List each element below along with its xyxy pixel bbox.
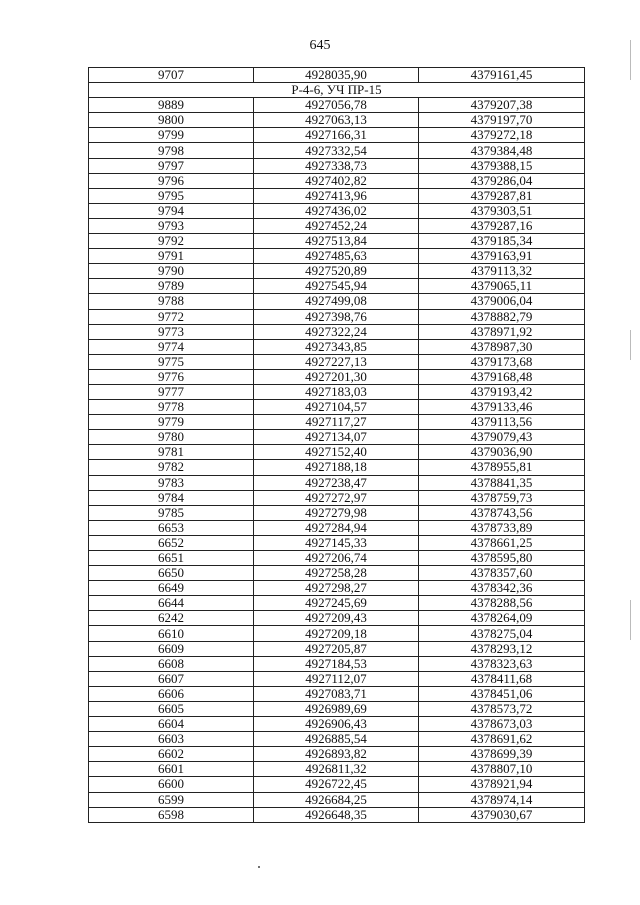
point-number-cell: 9798 <box>89 143 254 158</box>
y-coordinate-cell: 4378264,09 <box>419 611 585 626</box>
table-row <box>89 490 585 505</box>
x-coordinate-cell: 4928035,90 <box>254 68 419 83</box>
point-number-cell: 6604 <box>89 717 254 732</box>
point-number-cell: 6599 <box>89 792 254 807</box>
scan-edge-mark <box>630 600 631 640</box>
y-coordinate-cell: 4378451,06 <box>419 686 585 701</box>
x-coordinate-cell: 4927245,69 <box>254 596 419 611</box>
scan-edge-mark <box>630 40 631 80</box>
table-row <box>89 747 585 762</box>
point-number-cell: 9779 <box>89 415 254 430</box>
x-coordinate-cell: 4927338,73 <box>254 158 419 173</box>
y-coordinate-cell: 4379163,91 <box>419 249 585 264</box>
y-coordinate-cell: 4378955,81 <box>419 460 585 475</box>
table-row <box>89 188 585 203</box>
table-row <box>89 264 585 279</box>
table-row <box>89 339 585 354</box>
x-coordinate-cell: 4927545,94 <box>254 279 419 294</box>
table-row <box>89 581 585 596</box>
point-number-cell: 9790 <box>89 264 254 279</box>
y-coordinate-cell: 4379193,42 <box>419 384 585 399</box>
y-coordinate-cell: 4379030,67 <box>419 807 585 822</box>
page-number: 645 <box>309 38 331 53</box>
point-number-cell: 6601 <box>89 762 254 777</box>
x-coordinate-cell: 4927112,07 <box>254 671 419 686</box>
section-title: Р-4-6, УЧ ПР-15 <box>89 83 585 98</box>
y-coordinate-cell: 4378699,39 <box>419 747 585 762</box>
y-coordinate-cell: 4378974,14 <box>419 792 585 807</box>
table-row <box>89 309 585 324</box>
section-header-row <box>89 83 585 98</box>
point-number-cell: 6652 <box>89 535 254 550</box>
point-number-cell: 9784 <box>89 490 254 505</box>
point-number-cell: 9777 <box>89 384 254 399</box>
y-coordinate-cell: 4378987,30 <box>419 339 585 354</box>
x-coordinate-cell: 4927104,57 <box>254 400 419 415</box>
y-coordinate-cell: 4378841,35 <box>419 475 585 490</box>
table-row <box>89 807 585 822</box>
table-row <box>89 249 585 264</box>
y-coordinate-cell: 4379197,70 <box>419 113 585 128</box>
x-coordinate-cell: 4926684,25 <box>254 792 419 807</box>
point-number-cell: 9780 <box>89 430 254 445</box>
point-number-cell: 6607 <box>89 671 254 686</box>
table-row <box>89 656 585 671</box>
x-coordinate-cell: 4927436,02 <box>254 203 419 218</box>
x-coordinate-cell: 4927284,94 <box>254 520 419 535</box>
point-number-cell: 6608 <box>89 656 254 671</box>
x-coordinate-cell: 4927322,24 <box>254 324 419 339</box>
x-coordinate-cell: 4926811,32 <box>254 762 419 777</box>
point-number-cell: 9776 <box>89 369 254 384</box>
point-number-cell: 9791 <box>89 249 254 264</box>
y-coordinate-cell: 4379133,46 <box>419 400 585 415</box>
coordinates-table <box>88 67 585 823</box>
table-row <box>89 324 585 339</box>
y-coordinate-cell: 4379185,34 <box>419 234 585 249</box>
table-row <box>89 792 585 807</box>
x-coordinate-cell: 4927343,85 <box>254 339 419 354</box>
point-number-cell: 6605 <box>89 701 254 716</box>
scan-speck <box>258 866 260 868</box>
y-coordinate-cell: 4379173,68 <box>419 354 585 369</box>
x-coordinate-cell: 4927184,53 <box>254 656 419 671</box>
y-coordinate-cell: 4379286,04 <box>419 173 585 188</box>
scan-edge-mark <box>630 330 631 360</box>
x-coordinate-cell: 4927117,27 <box>254 415 419 430</box>
point-number-cell: 9783 <box>89 475 254 490</box>
y-coordinate-cell: 4379079,43 <box>419 430 585 445</box>
point-number-cell: 9789 <box>89 279 254 294</box>
x-coordinate-cell: 4927227,13 <box>254 354 419 369</box>
table-row <box>89 505 585 520</box>
table-row <box>89 475 585 490</box>
y-coordinate-cell: 4379384,48 <box>419 143 585 158</box>
x-coordinate-cell: 4927402,82 <box>254 173 419 188</box>
table-row <box>89 520 585 535</box>
y-coordinate-cell: 4378357,60 <box>419 566 585 581</box>
x-coordinate-cell: 4927272,97 <box>254 490 419 505</box>
x-coordinate-cell: 4927413,96 <box>254 188 419 203</box>
table-row <box>89 173 585 188</box>
point-number-cell: 9796 <box>89 173 254 188</box>
y-coordinate-cell: 4378733,89 <box>419 520 585 535</box>
point-number-cell: 9775 <box>89 354 254 369</box>
table-row <box>89 671 585 686</box>
point-number-cell: 9788 <box>89 294 254 309</box>
point-number-cell: 9782 <box>89 460 254 475</box>
x-coordinate-cell: 4927145,33 <box>254 535 419 550</box>
x-coordinate-cell: 4927209,18 <box>254 626 419 641</box>
point-number-cell: 9800 <box>89 113 254 128</box>
x-coordinate-cell: 4927258,28 <box>254 566 419 581</box>
point-number-cell: 6242 <box>89 611 254 626</box>
x-coordinate-cell: 4926648,35 <box>254 807 419 822</box>
table-row <box>89 68 585 83</box>
table-row <box>89 384 585 399</box>
point-number-cell: 9778 <box>89 400 254 415</box>
y-coordinate-cell: 4378573,72 <box>419 701 585 716</box>
point-number-cell: 9794 <box>89 203 254 218</box>
y-coordinate-cell: 4378661,25 <box>419 535 585 550</box>
point-number-cell: 6609 <box>89 641 254 656</box>
y-coordinate-cell: 4378743,56 <box>419 505 585 520</box>
point-number-cell: 6649 <box>89 581 254 596</box>
point-number-cell: 6610 <box>89 626 254 641</box>
y-coordinate-cell: 4379065,11 <box>419 279 585 294</box>
table-row <box>89 203 585 218</box>
y-coordinate-cell: 4378342,36 <box>419 581 585 596</box>
y-coordinate-cell: 4379168,48 <box>419 369 585 384</box>
table-row <box>89 777 585 792</box>
coordinates-table-body <box>89 68 585 823</box>
y-coordinate-cell: 4378673,03 <box>419 717 585 732</box>
x-coordinate-cell: 4926885,54 <box>254 732 419 747</box>
point-number-cell: 9799 <box>89 128 254 143</box>
y-coordinate-cell: 4379272,18 <box>419 128 585 143</box>
y-coordinate-cell: 4378759,73 <box>419 490 585 505</box>
point-number-cell: 6651 <box>89 551 254 566</box>
y-coordinate-cell: 4379161,45 <box>419 68 585 83</box>
x-coordinate-cell: 4927134,07 <box>254 430 419 445</box>
x-coordinate-cell: 4926893,82 <box>254 747 419 762</box>
point-number-cell: 9774 <box>89 339 254 354</box>
table-row <box>89 354 585 369</box>
table-row <box>89 535 585 550</box>
table-row <box>89 369 585 384</box>
point-number-cell: 9795 <box>89 188 254 203</box>
x-coordinate-cell: 4927083,71 <box>254 686 419 701</box>
table-row <box>89 128 585 143</box>
point-number-cell: 9773 <box>89 324 254 339</box>
x-coordinate-cell: 4927279,98 <box>254 505 419 520</box>
y-coordinate-cell: 4379303,51 <box>419 203 585 218</box>
point-number-cell: 6606 <box>89 686 254 701</box>
x-coordinate-cell: 4927298,27 <box>254 581 419 596</box>
point-number-cell: 9889 <box>89 98 254 113</box>
y-coordinate-cell: 4378882,79 <box>419 309 585 324</box>
y-coordinate-cell: 4379388,15 <box>419 158 585 173</box>
y-coordinate-cell: 4378691,62 <box>419 732 585 747</box>
y-coordinate-cell: 4378323,63 <box>419 656 585 671</box>
y-coordinate-cell: 4379207,38 <box>419 98 585 113</box>
x-coordinate-cell: 4927485,63 <box>254 249 419 264</box>
x-coordinate-cell: 4927201,30 <box>254 369 419 384</box>
x-coordinate-cell: 4927063,13 <box>254 113 419 128</box>
point-number-cell: 6603 <box>89 732 254 747</box>
y-coordinate-cell: 4379006,04 <box>419 294 585 309</box>
table-row <box>89 294 585 309</box>
x-coordinate-cell: 4927152,40 <box>254 445 419 460</box>
x-coordinate-cell: 4927183,03 <box>254 384 419 399</box>
x-coordinate-cell: 4927056,78 <box>254 98 419 113</box>
point-number-cell: 6600 <box>89 777 254 792</box>
y-coordinate-cell: 4379113,56 <box>419 415 585 430</box>
x-coordinate-cell: 4927398,76 <box>254 309 419 324</box>
point-number-cell: 9793 <box>89 218 254 233</box>
y-coordinate-cell: 4378411,68 <box>419 671 585 686</box>
table-row <box>89 611 585 626</box>
y-coordinate-cell: 4379287,81 <box>419 188 585 203</box>
point-number-cell: 9707 <box>89 68 254 83</box>
table-row <box>89 98 585 113</box>
x-coordinate-cell: 4927206,74 <box>254 551 419 566</box>
point-number-cell: 6650 <box>89 566 254 581</box>
point-number-cell: 6644 <box>89 596 254 611</box>
x-coordinate-cell: 4926989,69 <box>254 701 419 716</box>
point-number-cell: 9792 <box>89 234 254 249</box>
x-coordinate-cell: 4926906,43 <box>254 717 419 732</box>
y-coordinate-cell: 4378288,56 <box>419 596 585 611</box>
point-number-cell: 9781 <box>89 445 254 460</box>
x-coordinate-cell: 4927209,43 <box>254 611 419 626</box>
table-row <box>89 641 585 656</box>
y-coordinate-cell: 4378921,94 <box>419 777 585 792</box>
y-coordinate-cell: 4379113,32 <box>419 264 585 279</box>
table-row <box>89 626 585 641</box>
point-number-cell: 9797 <box>89 158 254 173</box>
table-row <box>89 717 585 732</box>
x-coordinate-cell: 4927499,08 <box>254 294 419 309</box>
point-number-cell: 6653 <box>89 520 254 535</box>
y-coordinate-cell: 4379287,16 <box>419 218 585 233</box>
table-row <box>89 551 585 566</box>
point-number-cell: 6598 <box>89 807 254 822</box>
x-coordinate-cell: 4927452,24 <box>254 218 419 233</box>
table-row <box>89 596 585 611</box>
y-coordinate-cell: 4378275,04 <box>419 626 585 641</box>
table-row <box>89 400 585 415</box>
table-row <box>89 762 585 777</box>
table-row <box>89 701 585 716</box>
y-coordinate-cell: 4378971,92 <box>419 324 585 339</box>
table-row <box>89 732 585 747</box>
table-row <box>89 415 585 430</box>
table-row <box>89 445 585 460</box>
table-row <box>89 430 585 445</box>
point-number-cell: 9785 <box>89 505 254 520</box>
y-coordinate-cell: 4379036,90 <box>419 445 585 460</box>
x-coordinate-cell: 4927520,89 <box>254 264 419 279</box>
x-coordinate-cell: 4927166,31 <box>254 128 419 143</box>
x-coordinate-cell: 4927513,84 <box>254 234 419 249</box>
y-coordinate-cell: 4378293,12 <box>419 641 585 656</box>
table-row <box>89 143 585 158</box>
x-coordinate-cell: 4927238,47 <box>254 475 419 490</box>
table-row <box>89 158 585 173</box>
point-number-cell: 9772 <box>89 309 254 324</box>
table-row <box>89 686 585 701</box>
point-number-cell: 6602 <box>89 747 254 762</box>
table-row <box>89 279 585 294</box>
table-row <box>89 113 585 128</box>
table-row <box>89 460 585 475</box>
x-coordinate-cell: 4926722,45 <box>254 777 419 792</box>
table-row <box>89 234 585 249</box>
y-coordinate-cell: 4378595,80 <box>419 551 585 566</box>
table-row <box>89 218 585 233</box>
table-row <box>89 566 585 581</box>
x-coordinate-cell: 4927205,87 <box>254 641 419 656</box>
x-coordinate-cell: 4927188,18 <box>254 460 419 475</box>
x-coordinate-cell: 4927332,54 <box>254 143 419 158</box>
y-coordinate-cell: 4378807,10 <box>419 762 585 777</box>
